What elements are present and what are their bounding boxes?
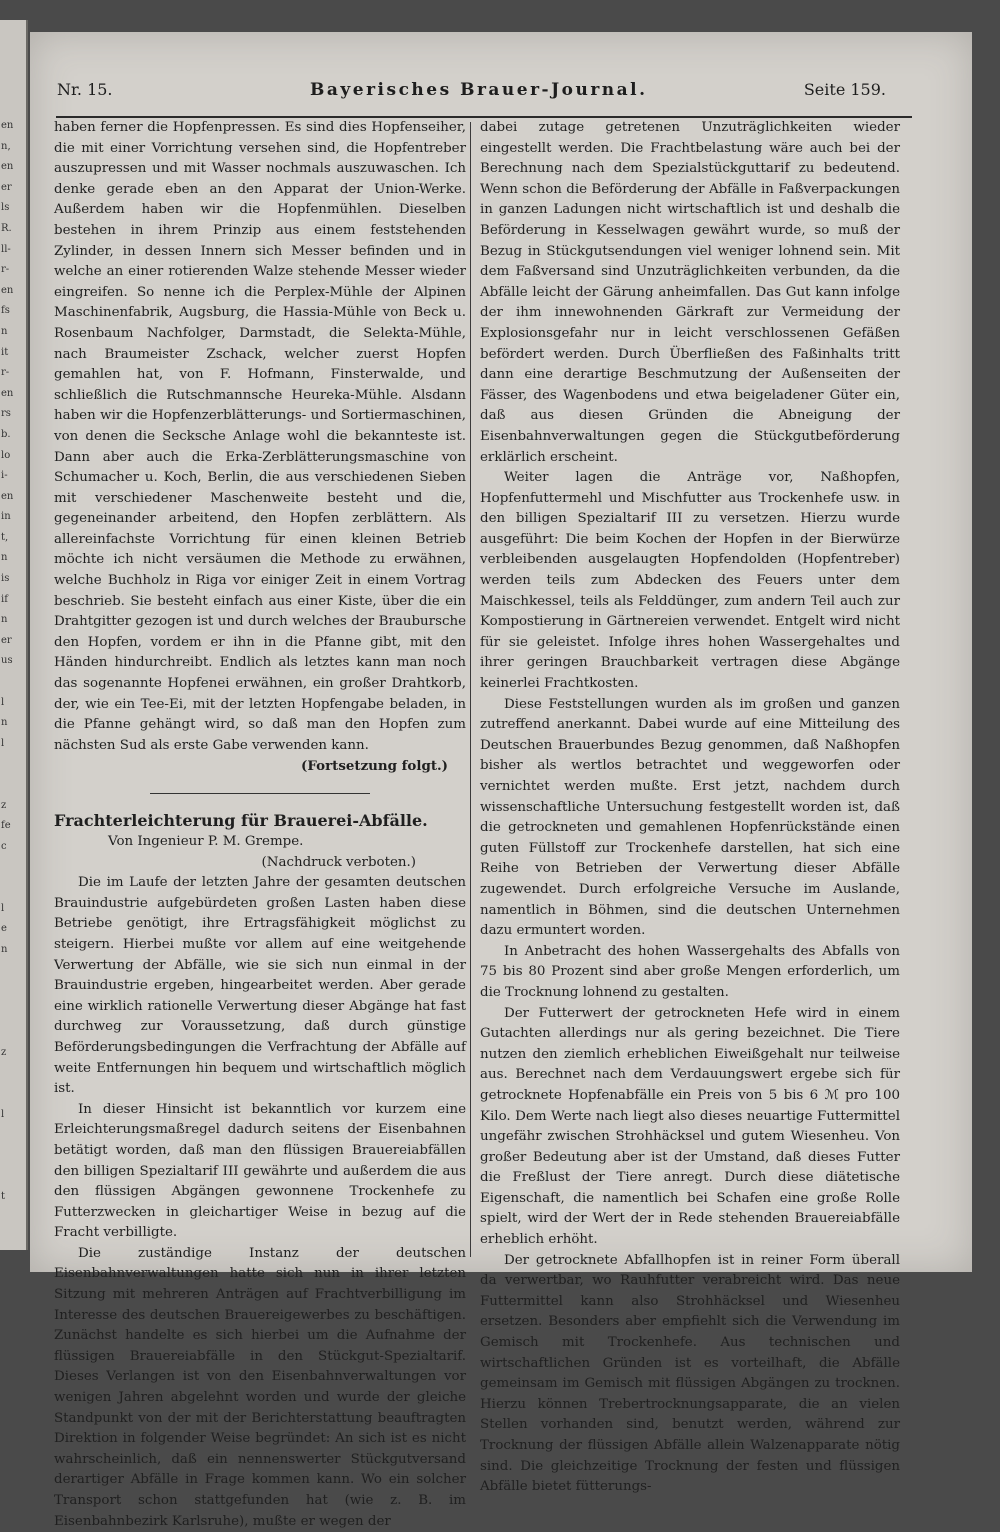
left-column	[54, 118, 466, 1532]
article-paragraph: In Anbetracht des hohen Wassergehalts des Abfalls von 75 bis 80 Prozent sind aber große Mengen erforderlich, um die Trocknung lohnend zu gestalten.	[480, 943, 900, 1000]
to-be-continued-note: (Fortsetzung folgt.)	[301, 758, 448, 775]
issue-number: Nr. 15.	[57, 80, 113, 99]
journal-page	[30, 32, 972, 1529]
page-number: Seite 159.	[803, 80, 886, 99]
page-header	[30, 80, 972, 110]
article-title: Frachterleichterung für Brauerei-Abfälle.	[54, 811, 428, 830]
previous-page-margin-text: en n, en er ls R. ll- r- en fs n it r- en rs b. lo i- en in t, n is if n er us l n l z fe c l e n z l t	[1, 120, 14, 1202]
reprint-notice: (Nachdruck verboten.)	[261, 854, 416, 870]
article-paragraph: Weiter lagen die Anträge vor, Naßhopfen, Hopfenfuttermehl und Mischfutter aus Trockenhefe usw. in den billigen Spezialtarif III zu versetzen. Hierzu wurde ausgeführt: Die beim Kochen der Hopfen in der Bierwürze verbleibenden ausgelaugten Hopfendolden (Hopfentreber) werden teils zum Abdecken des Feuers unter dem Maischkessel, teils als Felddünger, zum andern Teil auch zur Kompostierung in Gärtnereien verwendet. Entgelt wird nicht für sie geleistet. Infolge ihres hohen Wassergehaltes und ihrer geringen Brauchbarkeit vertragen diese Abgänge keinerlei Frachtkosten.	[480, 470, 900, 692]
continued-article-text: haben ferner die Hopfenpressen. Es sind dies Hopfenseiher, die mit einer Vorrichtung versehen sind, die Hopfentreber auszupressen und mit Wasser nochmals auszuwaschen. Ich denke gerade eben an den Apparat der Union-Werke. Außerdem haben wir die Hopfenmühlen. Dieselben bestehen in ihrem Prinzip aus einem feststehenden Zylinder, in dessen Innern sich Messer befinden und in welche an einer rotierenden Walze stehende Messer wieder eingreifen. So nenne ich die Perplex-Mühle der Alpinen Maschinenfabrik, Augsburg, die Hassia-Mühle von Beck u. Rosenbaum Nachfolger, Darmstadt, die Selekta-Mühle, nach Braumeister Zschack, welcher zuerst Hopfen gemahlen hat, von F. Hofmann, Finsterwalde, und schließlich die Rutschmannsche Heureka-Mühle. Alsdann haben wir die Hopfenzerblätterungs- und Sortiermaschinen, von denen die Secksche Anlage wohl die bekannteste ist. Dann aber auch die Erka-Zerblätterungsmaschine von Schumacher u. Koch, Berlin, die aus verschiedenen Sieben mit verschiedener Maschenweite besteht und die, gegeneinander arbeitend, den Hopfen zerblättern. Als allereinfachste Vorrichtung für einen kleinen Betrieb möchte ich nicht versäumen die Methode zu erwähnen, welche Buchholz in Riga vor einiger Zeit in einem Vortrag beschrieb. Sie besteht einfach aus einer Kiste, über die ein Drahtgitter gezogen ist und durch welches der Braubursche den Hopfen, vordem er ihn in die Pfanne gibt, mit den Händen hindurchreibt. Endlich als letztes kann man noch das sogenannte Hopfenei erwähnen, ein großer Drahtkorb, der, wie ein Tee-Ei, mit der letzten Hopfengabe beladen, in die Pfanne gehängt wird, so daß man den Hopfen zum nächsten Sud als erste Gabe verwenden kann.	[54, 120, 466, 753]
article-paragraph: Der Futterwert der getrockneten Hefe wird in einem Gutachten allerdings nur als gering bezeichnet. Die Tiere nutzen den ziemlich erheblichen Eiweißgehalt nur teilweise aus. Berechnet nach dem Verdauungswert ergebe sich für getrocknete Hopfenabfälle ein Preis von 5 bis 6 ℳ pro 100 Kilo. Dem Werte nach liegt also dieses neuartige Futtermittel ungefähr zwischen Strohhäcksel und gutem Wiesenheu. Von großer Bedeutung aber ist der Umstand, daß dieses Futter die Freßlust der Tiere anregt. Durch diese diätetische Eigenschaft, die namentlich bei Schafen eine große Rolle spielt, wird der Wert der in Rede stehenden Brauereiabfälle erheblich erhöht.	[480, 1005, 900, 1248]
article-byline: Von Ingenieur P. M. Grempe.	[108, 834, 304, 849]
article-paragraph: Die zuständige Instanz der deutschen Eisenbahnverwaltungen hatte sich nun in ihrer letzten Sitzung mit mehreren Anträgen auf Frachtverbilligung im Interesse des deutschen Brauereigewerbes zu beschäftigen. Zunächst handelte es sich hierbei um die Aufnahme der flüssigen Brauereiabfälle in den Stückgut-Spezialtarif. Dieses Verlangen ist von den Eisenbahnverwaltungen vor wenigen Jahren abgelehnt worden und wurde der gleiche Standpunkt von der mit der Berichterstattung beauftragten Direktion in folgender Weise begründet: An sich ist es nicht wahrscheinlich, daß ein nennenswerter Stückgutversand derartiger Abfälle in Frage kommen kann. Wo ein solcher Transport schon stattgefunden hat (wie z. B. im Eisenbahnbezirk Karlsruhe), mußte er wegen der	[54, 1245, 466, 1529]
article-paragraph: Die im Laufe der letzten Jahre der gesamten deutschen Brauindustrie aufgebürdeten großen Lasten haben diese Betriebe genötigt, ihre Ertragsfähigkeit möglichst zu steigern. Hierbei mußte vor allem auf eine weitgehende Verwertung der Abfälle, wie sie sich nun einmal in der Brauindustrie ergeben, hingearbeitet werden. Aber gerade eine wirklich rationelle Verwertung dieser Abgänge hat fast durchweg zur Voraussetzung, daß durch günstige Beförderungsbedingungen die Verfrachtung der Abfälle auf weite Entfernungen hin bequem und wirtschaftlich möglich ist.	[54, 875, 466, 1097]
article-paragraph: Der getrocknete Abfallhopfen ist in reiner Form überall da verwertbar, wo Rauhfutter verabreicht wird. Das neue Futtermittel kann also Strohhäcksel und Wiesenheu ersetzen. Besonders aber empfiehlt sich die Verwendung im Gemisch mit Trockenhefe. Aus technischen und wirtschaftlichen Gründen ist es vorteilhaft, die Abfälle gemeinsam im Gemisch mit flüssigen Abgängen zu trocknen. Hierzu können Trebertrocknungsapparate, die an vielen Stellen vorhanden sind, benutzt werden, während zur Trocknung der flüssigen Abfälle allein Walzenapparate nötig sind. Die gleichzeitige Trocknung der festen und flüssigen Abfälle bietet fütterungs-	[480, 1252, 900, 1495]
column-divider	[470, 122, 471, 1257]
article-paragraph: dabei zutage getretenen Unzuträglichkeiten wieder eingestellt werden. Die Frachtbelastung wäre auch bei der Berechnung nach dem Spezialstückguttarif zu bedeutend. Wenn schon die Beförderung der Abfälle in Faßverpackungen in ganzen Ladungen nicht wirtschaftlich ist und deshalb die Beförderung in Kesselwagen gewährt wurde, so muß der Bezug in Stückgutsendungen viel weniger lohnend sein. Mit dem Faßversand sind Unzuträglichkeiten verbunden, da die Abfälle leicht der Gärung anheimfallen. Das Gut kann infolge der ihm innewohnenden Gärkraft zur Vermeidung der Explosionsgefahr nur in leicht verschlossenen Gefäßen befördert werden. Durch Überfließen des Faßinhalts tritt dann eine derartige Beschmutzung der Außenseiten der Fässer, des Wagenbodens und etwa beigeladener Güter ein, daß aus diesen Gründen die Abneigung der Eisenbahnverwaltungen gegen die Stückgutbeförderung erklärlich erscheint.	[480, 120, 900, 465]
article-paragraph: In dieser Hinsicht ist bekanntlich vor kurzem eine Erleichterungsmaßregel dadurch seitens der Eisenbahnen betätigt worden, daß man den flüssigen Brauereiabfällen den billigen Spezialtarif III gewährte und außerdem die aus den flüssigen Abgängen gewonnene Trockenhefe zu Futterzwecken in gleichartiger Weise in bezug auf die Fracht verbilligte.	[54, 1101, 466, 1241]
article-paragraph: Diese Feststellungen wurden als im großen und ganzen zutreffend anerkannt. Dabei wurde auf eine Mitteilung des Deutschen Brauerbundes Bezug genommen, daß Naßhopfen bisher als wertlos betrachtet und weggeworfen oder vernichtet werden mußte. Erst jetzt, nachdem durch wissenschaftliche Untersuchung festgestellt worden ist, daß die getrockneten und gemahlenen Hopfenrückstände einen guten Füllstoff zur Trockenhefe darstellen, hat sich eine Reihe von Betrieben der Verwertung dieser Abfälle zugewendet. Durch erfolgreiche Versuche im Auslande, namentlich in Böhmen, sind die deutschen Unternehmen dazu ermuntert worden.	[480, 696, 900, 939]
right-column	[480, 118, 900, 1498]
journal-title: Bayerisches Brauer-Journal.	[310, 80, 648, 100]
article-separator	[150, 793, 370, 794]
previous-page-edge	[0, 20, 28, 1250]
